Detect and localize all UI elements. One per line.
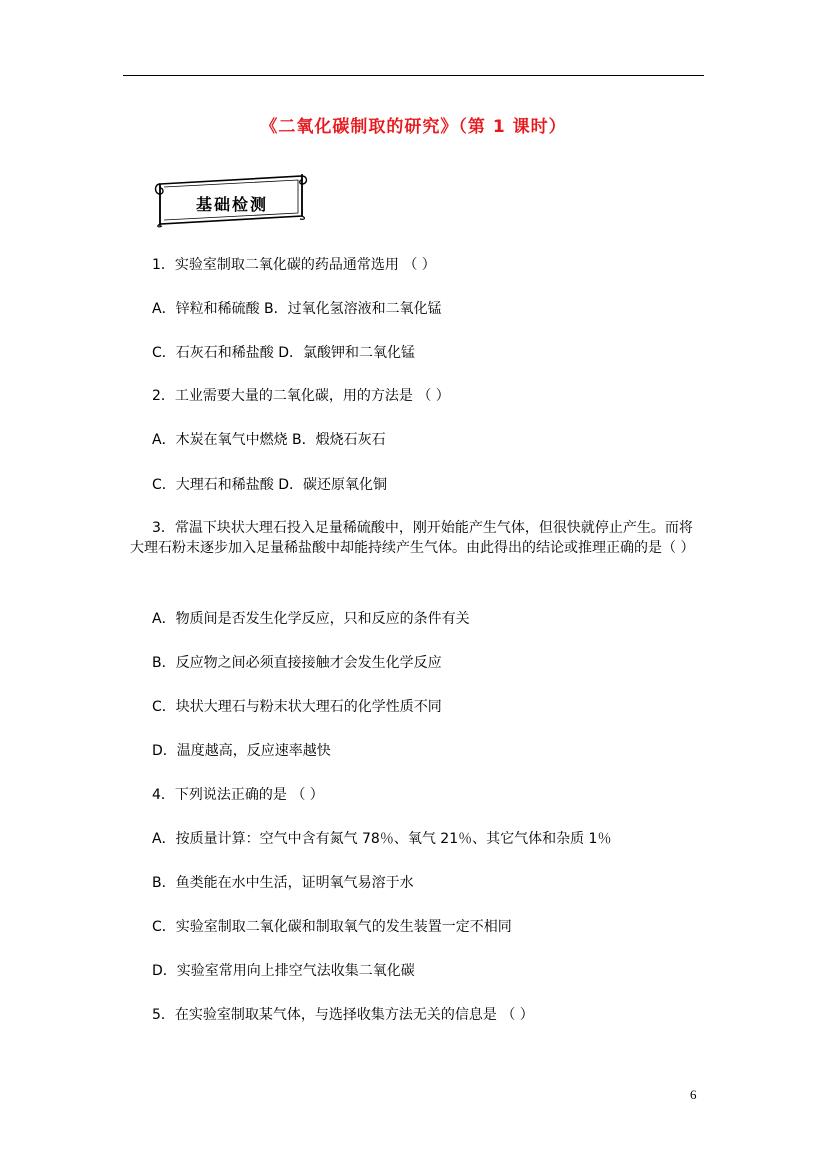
question-4-option-c: C．实验室制取二氧化碳和制取氧气的发生装置一定不相同 bbox=[152, 919, 512, 935]
section-banner-label: 基础检测 bbox=[195, 195, 268, 214]
question-3-option-b: B．反应物之间必须直接接触才会发生化学反应 bbox=[152, 655, 442, 671]
question-3: 3．常温下块状大理石投入足量稀硫酸中，刚开始能产生气体，但很快就停止产生。而将大理石粉末逐步加入足量稀盐酸中却能持续产生气体。由此得出的结论或推理正确的是（ ） bbox=[130, 520, 695, 556]
page-number: 6 bbox=[690, 1087, 697, 1102]
question-1-options-cd: C．石灰石和稀盐酸 D．氯酸钾和二氧化锰 bbox=[152, 345, 416, 361]
question-4: 4．下列说法正确的是 （ ） bbox=[152, 787, 324, 803]
question-5: 5．在实验室制取某气体，与选择收集方法无关的信息是 （ ） bbox=[152, 1007, 534, 1023]
question-2-options-cd: C．大理石和稀盐酸 D．碳还原氧化铜 bbox=[152, 477, 388, 493]
question-3-option-a: A．物质间是否发生化学反应，只和反应的条件有关 bbox=[152, 611, 470, 627]
question-2: 2．工业需要大量的二氧化碳，用的方法是 （ ） bbox=[152, 388, 450, 404]
header-rule bbox=[123, 75, 704, 76]
question-3-option-c: C．块状大理石与粉末状大理石的化学性质不同 bbox=[152, 699, 442, 715]
question-4-option-d: D．实验室常用向上排空气法收集二氧化碳 bbox=[152, 963, 415, 979]
page-title: 《二氧化碳制取的研究》（第 1 课时） bbox=[260, 117, 567, 137]
question-3-option-d: D．温度越高，反应速率越快 bbox=[152, 743, 331, 759]
question-4-option-a: A．按质量计算：空气中含有氮气 78％、氧气 21％、其它气体和杂质 1％ bbox=[152, 831, 612, 847]
question-1-options-ab: A．锌粒和稀硫酸 B．过氧化氢溶液和二氧化锰 bbox=[152, 301, 442, 317]
question-4-option-b: B．鱼类能在水中生活，证明氧气易溶于水 bbox=[152, 875, 414, 891]
question-2-options-ab: A．木炭在氧气中燃烧 B．煅烧石灰石 bbox=[152, 432, 386, 448]
question-1: 1．实验室制取二氧化碳的药品通常选用 （ ） bbox=[152, 257, 436, 273]
section-banner bbox=[152, 172, 310, 228]
